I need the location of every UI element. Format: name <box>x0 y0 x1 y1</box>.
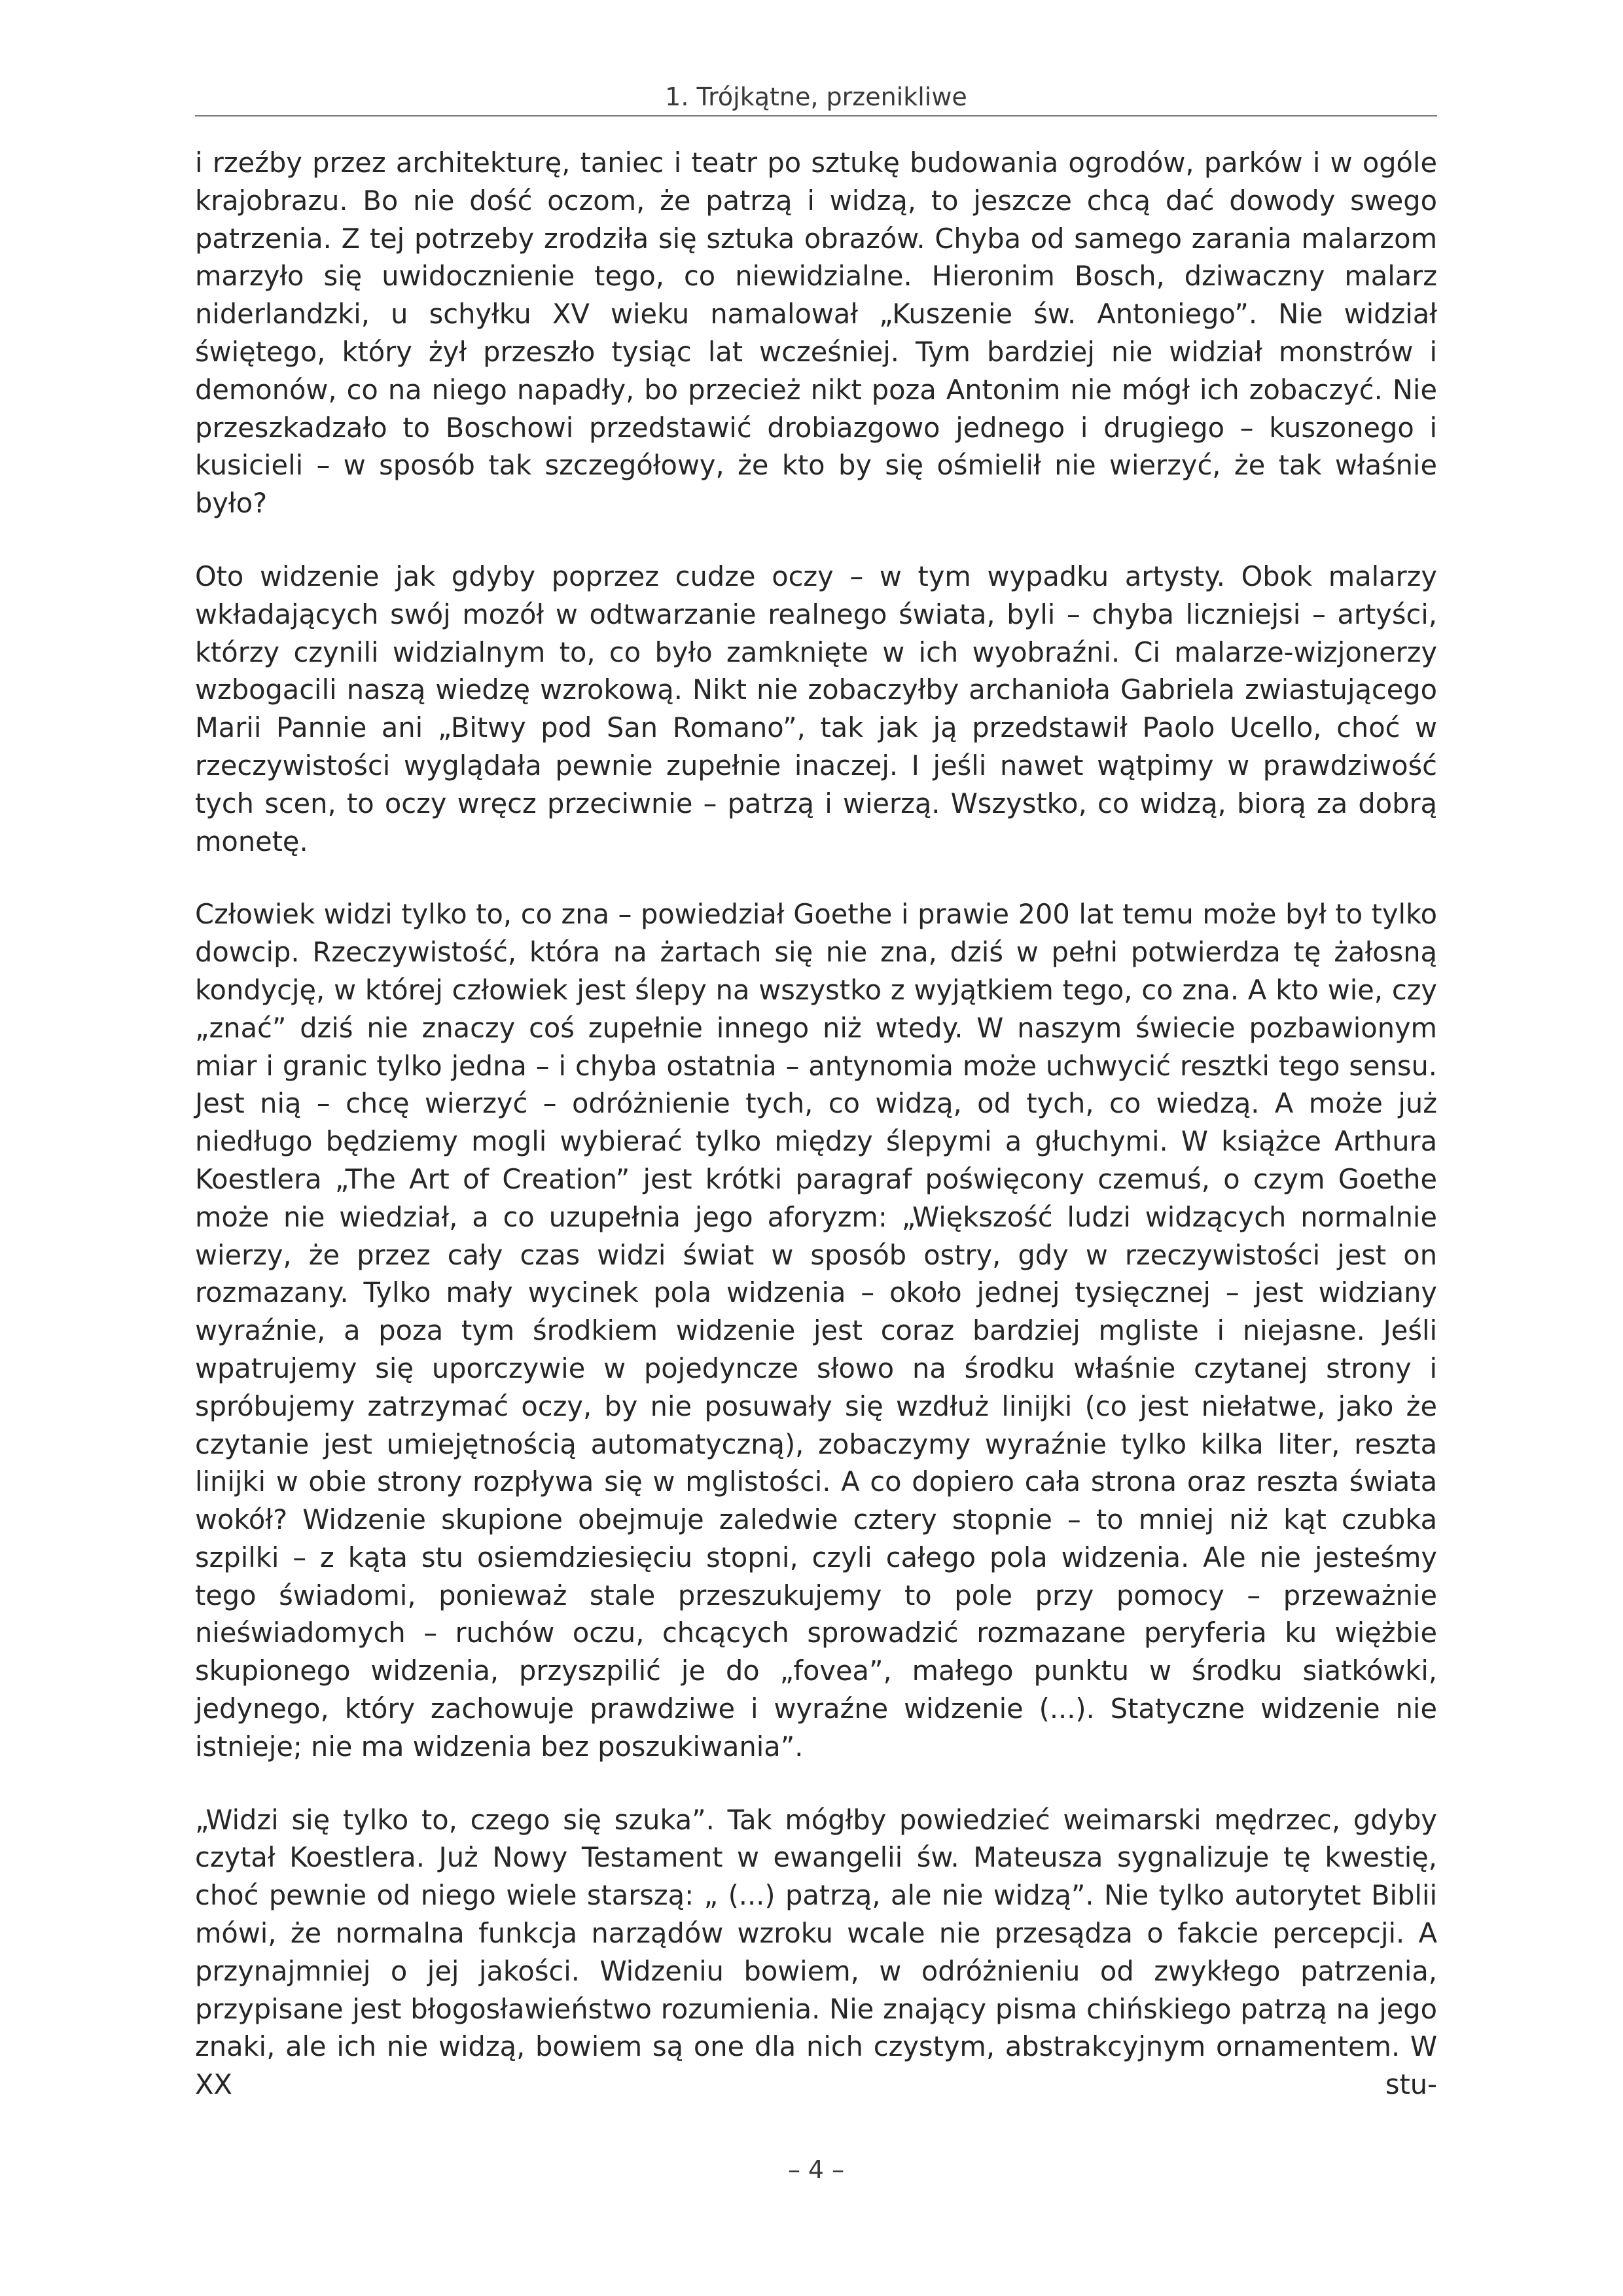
paragraph-1: i rzeźby przez architekturę, taniec i teatr po sztukę budowania ogrodów, parków i w ogóle krajobrazu. Bo nie dość oczom, że patrzą i widzą, to jeszcze chcą dać dowody swego patrzenia. Z tej potrzeby zrodziła się sztuka obrazów. Chyba od samego zarania malarzom marzyło się uwidocznienie tego, co niewidzialne. Hieronim Bosch, dziwaczny malarz niderlandzki, u schyłku XV wieku namalował „Kuszenie św. Antoniego”. Nie widział świętego, który żył przeszło tysiąc lat wcześniej. Tym bardziej nie widział monstrów i demonów, co na niego napadły, bo przecież nikt poza Antonim nie mógł ich zobaczyć. Nie przeszkadzało to Boschowi przedstawić drobiazgowo jednego i drugiego – kuszonego i kusicieli – w sposób tak szczegółowy, że kto by się ośmielił nie wierzyć, że tak właśnie było? <box>195 147 1437 520</box>
page-number: – 4 – <box>787 2155 845 2184</box>
header-rule <box>195 115 1437 117</box>
running-header: 1. Trójkątne, przenikliwe <box>665 82 967 111</box>
paragraph-3: Człowiek widzi tylko to, co zna – powiedział Goethe i prawie 200 lat temu może był to tylko dowcip. Rzeczywistość, która na żartach się nie zna, dziś w pełni potwierdza tę żałosną kondycję, w której człowiek jest ślepy na wszystko z wyjątkiem tego, co zna. A kto wie, czy „znać” dziś nie znaczy coś zupełnie innego niż wtedy. W naszym świecie pozbawionym miar i granic tylko jedna – i chyba ostatnia – antynomia może uchwycić resztki tego sensu. Jest nią – chcę wierzyć – odróżnienie tych, co widzą, od tych, co wiedzą. A może już niedługo będziemy mogli wybierać tylko między ślepymi a głuchymi. W książce Arthura Koestlera „The Art of Creation” jest krótki paragraf poświęcony czemuś, o czym Goethe może nie wiedział, a co uzupełnia jego aforyzm: „Większość ludzi widzących normalnie wierzy, że przez cały czas widzi świat w sposób ostry, gdy w rzeczywistości jest on rozmazany. Tylko mały wycinek pola widzenia – około jednej tysięcznej – jest widziany wyraźnie, a poza tym środkiem widzenie jest coraz bardziej mgliste i niejasne. Jeśli wpatrujemy się uporczywie w pojedyncze słowo na środku właśnie czytanej strony i spróbujemy zatrzymać oczy, by nie posuwały się wzdłuż linijki (co jest niełatwe, jako że czytanie jest umiejętnością automatyczną), zobaczymy wyraźnie tylko kilka liter, reszta linijki w obie strony rozpływa się w mglistości. A co dopiero cała strona oraz reszta świata wokół? Widzenie skupione obejmuje zaledwie cztery stopnie – to mniej niż kąt czubka szpilki – z kąta stu osiemdziesięciu stopni, czyli całego pola widzenia. Ale nie jesteśmy tego świadomi, ponieważ stale przeszukujemy to pole przy pomocy – przeważnie nieświadomych – ruchów oczu, chcących sprowadzić rozmazane peryferia ku więżbie skupionego widzenia, przyszpilić je do „fovea”, małego punktu w środku siatkówki, jedynego, który zachowuje prawdziwe i wyraźne widzenie (...). Statyczne widzenie nie istnieje; nie ma widzenia bez poszukiwania”. <box>195 898 1437 1763</box>
body-text <box>195 144 1437 2104</box>
paragraph-2: Oto widzenie jak gdyby poprzez cudze oczy – w tym wypadku artysty. Obok malarzy wkładających swój mozół w odtwarzanie realnego świata, byli – chyba liczniejsi – artyści, którzy czynili widzialnym to, co było zamknięte w ich wyobraźni. Ci malarze-wizjonerzy wzbogacili naszą wiedzę wzrokową. Nikt nie zobaczyłby archanioła Gabriela zwiastującego Marii Pannie ani „Bitwy pod San Romano”, tak jak ją przedstawił Paolo Ucello, choć w rzeczywistości wyglądała pewnie zupełnie inaczej. I jeśli nawet wątpimy w prawdziwość tych scen, to oczy wręcz przeciwnie – patrzą i wierzą. Wszystko, co widzą, biorą za dobrą monetę. <box>195 560 1437 857</box>
paragraph-4: „Widzi się tylko to, czego się szuka”. Tak mógłby powiedzieć weimarski mędrzec, gdyby czytał Koestlera. Już Nowy Testament w ewangelii św. Mateusza sygnalizuje tę kwestię, choć pewnie od niego wiele starszą: „ (...) patrzą, ale nie widzą”. Nie tylko autorytet Biblii mówi, że normalna funkcja narządów wzroku wcale nie przesądza o fakcie percepcji. A przynajmniej o jej jakości. Widzeniu bowiem, w odróżnieniu od zwykłego patrzenia, przypisane jest błogosławieństwo rozumienia. Nie znający pisma chińskiego patrzą na jego znaki, ale ich nie widzą, bowiem są one dla nich czystym, abstrakcyjnym ornamentem. W XX stu- <box>195 1803 1437 2101</box>
